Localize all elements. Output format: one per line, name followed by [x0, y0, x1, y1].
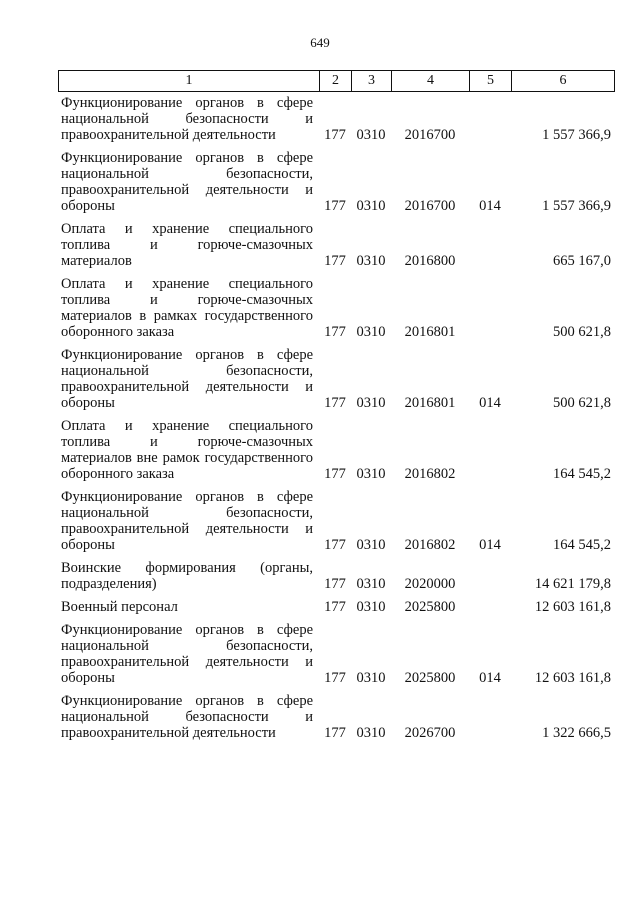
row-section-code: 0310 — [356, 466, 386, 482]
row-section-code: 0310 — [356, 324, 386, 340]
row-name: Функционирование органов в сфере национальной безопасности, правоохранительной деятельности и обороны — [61, 150, 313, 214]
row-amount: 500 621,8 — [553, 324, 611, 340]
row-amount: 500 621,8 — [553, 395, 611, 411]
row-ministry-code: 177 — [324, 324, 346, 340]
row-section-code: 0310 — [356, 198, 386, 214]
row-ministry-code: 177 — [324, 466, 346, 482]
row-ministry-code: 177 — [324, 670, 346, 686]
row-name: Военный персонал — [61, 599, 178, 615]
row-name: Функционирование органов в сфере национальной безопасности, правоохранительной деятельности и обороны — [61, 622, 313, 686]
row-section-code: 0310 — [356, 253, 386, 269]
row-target-code: 2016800 — [404, 253, 456, 269]
header-col-4: 4 — [392, 71, 470, 91]
row-name: Функционирование органов в сфере национальной безопасности и правоохранительной деятельности — [61, 693, 313, 741]
row-target-code: 2016700 — [404, 127, 456, 143]
table-header — [58, 70, 615, 92]
row-amount: 1 557 366,9 — [542, 127, 611, 143]
row-name: Функционирование органов в сфере национальной безопасности, правоохранительной деятельности и обороны — [61, 347, 313, 411]
row-ministry-code: 177 — [324, 576, 346, 592]
row-target-code: 2016801 — [404, 395, 456, 411]
row-ministry-code: 177 — [324, 725, 346, 741]
row-target-code: 2020000 — [404, 576, 456, 592]
table-row — [58, 95, 615, 143]
row-name: Функционирование органов в сфере национальной безопасности, правоохранительной деятельности и обороны — [61, 489, 313, 553]
header-col-2: 2 — [320, 71, 352, 91]
row-amount: 164 545,2 — [553, 466, 611, 482]
row-target-code: 2016802 — [404, 466, 456, 482]
row-target-code: 2016700 — [404, 198, 456, 214]
row-ministry-code: 177 — [324, 395, 346, 411]
row-ministry-code: 177 — [324, 599, 346, 615]
page-number: 649 — [310, 35, 330, 50]
row-amount: 164 545,2 — [553, 537, 611, 553]
row-target-code: 2025800 — [404, 599, 456, 615]
table-row — [58, 418, 615, 482]
row-target-code: 2016801 — [404, 324, 456, 340]
row-section-code: 0310 — [356, 670, 386, 686]
header-col-6: 6 — [559, 73, 567, 88]
row-amount: 12 603 161,8 — [534, 670, 611, 686]
row-expense-type: 014 — [479, 670, 501, 686]
table-row — [58, 693, 615, 741]
table-row — [58, 599, 615, 615]
row-section-code: 0310 — [356, 127, 386, 143]
table-row — [58, 347, 615, 411]
row-expense-type: 014 — [479, 198, 501, 214]
table-row — [58, 622, 615, 686]
row-target-code: 2016802 — [404, 537, 456, 553]
table-body — [58, 95, 615, 748]
row-target-code: 2025800 — [404, 670, 456, 686]
row-name: Оплата и хранение специального топлива и горюче-смазочных материалов вне рамок государственного оборонного заказа — [61, 418, 313, 482]
row-section-code: 0310 — [356, 537, 386, 553]
row-target-code: 2026700 — [404, 725, 456, 741]
table-row — [58, 560, 615, 592]
table-row — [58, 489, 615, 553]
row-amount: 12 603 161,8 — [534, 599, 611, 615]
header-col-1: 1 — [59, 71, 320, 91]
row-ministry-code: 177 — [324, 198, 346, 214]
row-section-code: 0310 — [356, 725, 386, 741]
table-row — [58, 276, 615, 340]
header-col-3: 3 — [352, 71, 392, 91]
row-ministry-code: 177 — [324, 127, 346, 143]
row-amount: 14 621 179,8 — [534, 576, 611, 592]
row-name: Оплата и хранение специального топлива и горюче-смазочных материалов — [61, 221, 313, 269]
row-name: Воинские формирования (органы, подразделения) — [61, 560, 313, 592]
row-section-code: 0310 — [356, 576, 386, 592]
row-ministry-code: 177 — [324, 537, 346, 553]
header-col-5: 5 — [470, 71, 512, 91]
row-ministry-code: 177 — [324, 253, 346, 269]
row-amount: 665 167,0 — [553, 253, 611, 269]
row-section-code: 0310 — [356, 395, 386, 411]
row-expense-type: 014 — [479, 395, 501, 411]
row-amount: 1 322 666,5 — [542, 725, 611, 741]
row-name: Функционирование органов в сфере национальной безопасности и правоохранительной деятельности — [61, 95, 313, 143]
table-row — [58, 221, 615, 269]
row-expense-type: 014 — [479, 537, 501, 553]
row-section-code: 0310 — [356, 599, 386, 615]
row-amount: 1 557 366,9 — [542, 198, 611, 214]
row-name: Оплата и хранение специального топлива и горюче-смазочных материалов в рамках государственного оборонного заказа — [61, 276, 313, 340]
table-row — [58, 150, 615, 214]
